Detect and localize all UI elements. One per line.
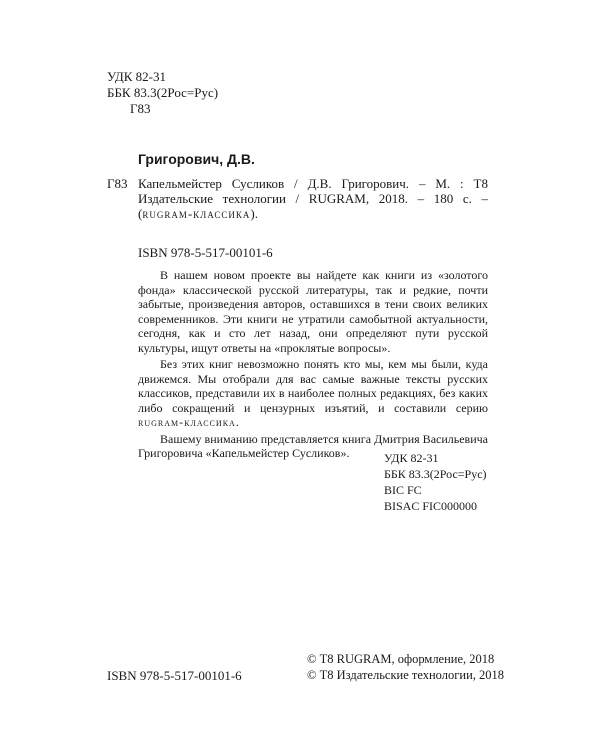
annotation-series-name: rugram-классика bbox=[138, 415, 236, 429]
copyright-block bbox=[307, 651, 504, 683]
bbk-code: ББК 83.3(2Рос=Рус) bbox=[107, 85, 219, 100]
classification-codes-top bbox=[107, 69, 218, 117]
annotation-p2-text: Без этих книг невозможно понять кто мы, кем мы были, куда движемся. Мы отобрали для вас самые важные тексты русских классиков, представили их в наиболее полных редакциях, без каких либо сокращений и цензурных изъятий, и составили серию bbox=[138, 357, 488, 415]
series-open: ( bbox=[138, 206, 143, 221]
copyright-line-2: © Т8 Издательские технологии, 2018 bbox=[307, 668, 505, 682]
annotation-paragraph-1: В нашем новом проекте вы найдете как книги из «золотого фонда» классической русской литературы, так и редкие, почти забытые, произведения авторов, оставшихся в тени своих великих современников. Эти книги не утратили самобытной актуальности, сегодня, как и сто лет назад, они определяют пути русской культуры, ищут ответы на «проклятые вопросы». bbox=[138, 268, 488, 355]
bbk-code-2: ББК 83.3(2Рос=Рус) bbox=[384, 467, 487, 481]
udk-code: УДК 82-31 bbox=[107, 69, 167, 84]
series-close: ). bbox=[250, 206, 258, 221]
biblio-line-3 bbox=[138, 206, 488, 221]
annotation-paragraph-2 bbox=[138, 357, 488, 430]
bisac-code: BISAC FIC000000 bbox=[384, 499, 478, 513]
classification-codes-bottom bbox=[384, 450, 487, 514]
cutter-code: Г83 bbox=[130, 101, 151, 116]
isbn-record: ISBN 978-5-517-00101-6 bbox=[138, 245, 273, 260]
biblio-line-2: Издательские технологии / RUGRAM, 2018. – 180 с. – bbox=[138, 191, 488, 206]
series-name: rugram-классика bbox=[142, 206, 251, 221]
bibliographic-description bbox=[138, 176, 488, 221]
isbn-footer: ISBN 978-5-517-00101-6 bbox=[107, 668, 242, 683]
annotation-text bbox=[138, 268, 488, 463]
bic-code: BIC FC bbox=[384, 483, 422, 497]
biblio-line-1: Капельмейстер Сусликов / Д.В. Григорович. – М. : Т8 bbox=[138, 176, 488, 191]
author-heading: Григорович, Д.В. bbox=[138, 151, 255, 167]
copyright-line-1: © Т8 RUGRAM, оформление, 2018 bbox=[307, 652, 495, 666]
annotation-p2-end: . bbox=[235, 415, 239, 429]
udk-code-2: УДК 82-31 bbox=[384, 451, 439, 465]
annotation-paragraph-3: Вашему вниманию представляется книга Дмитрия Васильевича Григоровича «Капельмейстер Сусликов». bbox=[138, 431, 488, 460]
cutter-mark: Г83 bbox=[107, 176, 128, 191]
